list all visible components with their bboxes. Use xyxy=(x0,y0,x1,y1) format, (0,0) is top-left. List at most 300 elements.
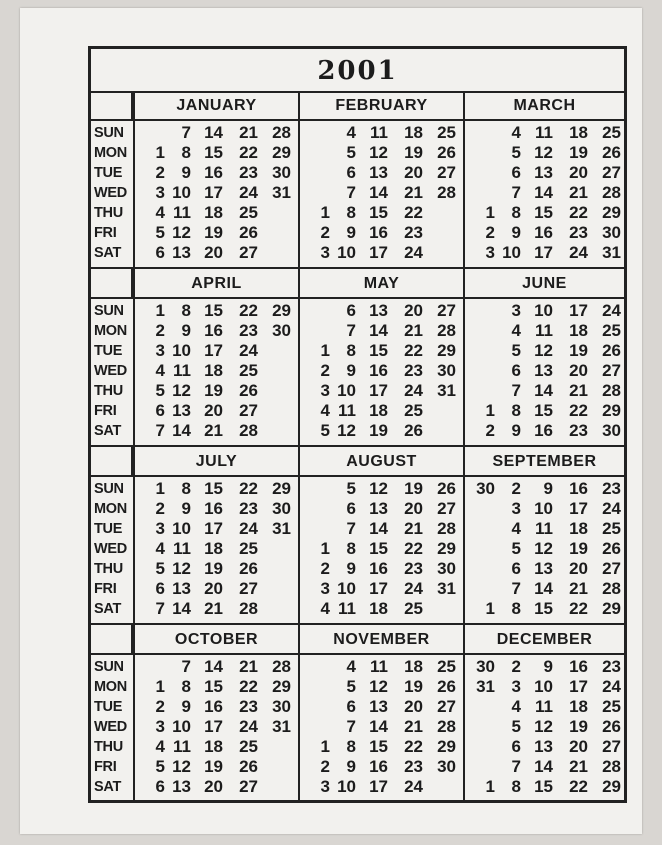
date-number: 5 xyxy=(155,381,165,400)
date-number: 19 xyxy=(569,539,588,558)
date-number: 9 xyxy=(511,223,521,242)
week-row xyxy=(135,301,298,321)
date-number: 13 xyxy=(534,559,553,578)
date-number: 24 xyxy=(404,243,423,262)
date-number: 16 xyxy=(204,321,223,340)
date-number: 4 xyxy=(511,321,521,340)
date-number: 19 xyxy=(204,559,223,578)
week-row xyxy=(135,737,298,757)
date-number: 7 xyxy=(346,321,356,340)
date-number: 5 xyxy=(511,143,521,162)
date-number: 26 xyxy=(239,757,258,776)
date-number: 28 xyxy=(602,579,621,598)
date-number: 29 xyxy=(272,479,291,498)
date-number: 10 xyxy=(337,381,356,400)
date-number: 14 xyxy=(204,657,223,676)
date-number: 4 xyxy=(155,361,165,380)
date-number: 18 xyxy=(404,657,423,676)
date-number: 24 xyxy=(239,183,258,202)
date-number: 30 xyxy=(476,479,495,498)
week-row xyxy=(300,143,463,163)
date-number: 1 xyxy=(320,341,330,360)
week-row xyxy=(300,381,463,401)
date-number: 23 xyxy=(404,361,423,380)
month-name: NOVEMBER xyxy=(300,625,463,655)
date-number: 13 xyxy=(369,301,388,320)
week-row xyxy=(135,223,298,243)
date-number: 13 xyxy=(369,697,388,716)
month-name: MAY xyxy=(300,269,463,299)
date-number: 19 xyxy=(569,717,588,736)
date-number: 10 xyxy=(172,519,191,538)
date-number: 20 xyxy=(569,361,588,380)
date-grid xyxy=(135,299,298,441)
month-name: JULY xyxy=(135,447,298,477)
date-number: 8 xyxy=(181,143,191,162)
week-row xyxy=(465,479,624,499)
date-number: 12 xyxy=(337,421,356,440)
week-row xyxy=(465,301,624,321)
date-number: 27 xyxy=(602,559,621,578)
date-number: 15 xyxy=(369,539,388,558)
date-number: 26 xyxy=(602,539,621,558)
date-number: 26 xyxy=(437,479,456,498)
date-number: 9 xyxy=(181,499,191,518)
date-number: 19 xyxy=(569,341,588,360)
date-number: 3 xyxy=(320,243,330,262)
date-number: 15 xyxy=(204,301,223,320)
date-number: 6 xyxy=(155,579,165,598)
date-number: 14 xyxy=(534,381,553,400)
date-number: 3 xyxy=(155,519,165,538)
week-row xyxy=(300,321,463,341)
date-number: 13 xyxy=(534,737,553,756)
date-number: 24 xyxy=(569,243,588,262)
date-number: 14 xyxy=(534,183,553,202)
weekday-label: SAT xyxy=(94,423,122,439)
date-number: 17 xyxy=(569,301,588,320)
date-number: 20 xyxy=(569,163,588,182)
month-block xyxy=(298,625,463,803)
month-name: JANUARY xyxy=(135,91,298,121)
date-number: 16 xyxy=(569,657,588,676)
date-number: 4 xyxy=(511,519,521,538)
date-number: 7 xyxy=(511,183,521,202)
date-number: 4 xyxy=(155,737,165,756)
date-number: 28 xyxy=(437,717,456,736)
weekday-label: FRI xyxy=(94,759,117,775)
date-number: 11 xyxy=(535,123,553,142)
date-number: 3 xyxy=(320,381,330,400)
date-number: 2 xyxy=(320,559,330,578)
week-row xyxy=(300,777,463,797)
date-number: 15 xyxy=(204,677,223,696)
week-row xyxy=(465,599,624,619)
week-row xyxy=(465,519,624,539)
date-number: 16 xyxy=(369,223,388,242)
corner-cell xyxy=(91,625,133,655)
week-row xyxy=(300,301,463,321)
date-number: 22 xyxy=(569,401,588,420)
date-number: 28 xyxy=(272,123,291,142)
date-number: 3 xyxy=(155,341,165,360)
date-number: 31 xyxy=(272,717,291,736)
week-row xyxy=(135,321,298,341)
date-number: 3 xyxy=(485,243,495,262)
date-number: 9 xyxy=(346,757,356,776)
date-number: 1 xyxy=(320,203,330,222)
date-number: 12 xyxy=(172,757,191,776)
date-number: 22 xyxy=(404,203,423,222)
date-number: 31 xyxy=(272,519,291,538)
date-number: 29 xyxy=(602,777,621,796)
date-number: 1 xyxy=(485,599,495,618)
week-row xyxy=(465,777,624,797)
week-row xyxy=(300,243,463,263)
date-number: 20 xyxy=(569,559,588,578)
weekday-label: SAT xyxy=(94,245,122,261)
date-number: 21 xyxy=(569,757,588,776)
date-number: 2 xyxy=(511,657,521,676)
date-number: 14 xyxy=(172,599,191,618)
date-number: 3 xyxy=(511,301,521,320)
date-number: 2 xyxy=(320,757,330,776)
week-row xyxy=(135,717,298,737)
date-number: 27 xyxy=(602,737,621,756)
date-number: 30 xyxy=(602,223,621,242)
date-number: 10 xyxy=(337,243,356,262)
week-row xyxy=(465,203,624,223)
date-number: 22 xyxy=(239,301,258,320)
date-number: 29 xyxy=(602,203,621,222)
date-number: 16 xyxy=(369,757,388,776)
date-number: 11 xyxy=(173,361,191,380)
date-number: 18 xyxy=(204,361,223,380)
date-number: 30 xyxy=(272,499,291,518)
weekday-label: WED xyxy=(94,541,127,557)
date-number: 11 xyxy=(535,519,553,538)
week-row xyxy=(135,341,298,361)
date-number: 30 xyxy=(437,559,456,578)
month-block xyxy=(133,91,298,267)
date-number: 4 xyxy=(511,123,521,142)
date-number: 14 xyxy=(369,321,388,340)
date-number: 31 xyxy=(476,677,495,696)
date-number: 23 xyxy=(404,757,423,776)
date-number: 9 xyxy=(543,657,553,676)
week-row xyxy=(135,401,298,421)
date-number: 8 xyxy=(181,677,191,696)
date-number: 11 xyxy=(370,657,388,676)
date-number: 14 xyxy=(369,519,388,538)
date-number: 7 xyxy=(181,657,191,676)
date-number: 14 xyxy=(204,123,223,142)
date-number: 10 xyxy=(534,499,553,518)
weekday-label: WED xyxy=(94,363,127,379)
date-grid xyxy=(135,121,298,263)
date-number: 3 xyxy=(155,183,165,202)
date-number: 19 xyxy=(369,421,388,440)
month-name: FEBRUARY xyxy=(300,91,463,121)
date-number: 12 xyxy=(369,677,388,696)
date-number: 9 xyxy=(543,479,553,498)
date-number: 19 xyxy=(204,757,223,776)
corner-cell xyxy=(91,91,133,121)
date-number: 12 xyxy=(534,539,553,558)
date-number: 16 xyxy=(369,361,388,380)
week-row xyxy=(135,697,298,717)
weekday-label: SAT xyxy=(94,601,122,617)
week-row xyxy=(465,183,624,203)
date-number: 6 xyxy=(511,163,521,182)
date-number: 27 xyxy=(239,401,258,420)
month-block xyxy=(463,269,624,445)
date-number: 11 xyxy=(338,599,356,618)
date-grid xyxy=(300,477,463,619)
date-number: 26 xyxy=(239,381,258,400)
week-row xyxy=(465,499,624,519)
date-number: 9 xyxy=(181,163,191,182)
date-number: 23 xyxy=(404,559,423,578)
week-row xyxy=(465,559,624,579)
date-grid xyxy=(135,655,298,797)
week-row xyxy=(465,717,624,737)
date-number: 20 xyxy=(204,243,223,262)
date-number: 22 xyxy=(569,203,588,222)
date-number: 3 xyxy=(320,579,330,598)
date-number: 9 xyxy=(181,321,191,340)
date-number: 2 xyxy=(155,321,165,340)
date-number: 24 xyxy=(239,341,258,360)
date-number: 16 xyxy=(204,697,223,716)
date-number: 1 xyxy=(155,301,165,320)
date-number: 12 xyxy=(369,143,388,162)
date-grid xyxy=(465,477,624,619)
date-number: 15 xyxy=(369,341,388,360)
week-row xyxy=(300,737,463,757)
date-number: 20 xyxy=(204,579,223,598)
date-number: 12 xyxy=(172,381,191,400)
date-number: 11 xyxy=(535,697,553,716)
date-number: 8 xyxy=(346,737,356,756)
date-number: 18 xyxy=(204,203,223,222)
date-number: 16 xyxy=(204,163,223,182)
date-number: 4 xyxy=(346,123,356,142)
date-number: 21 xyxy=(569,183,588,202)
date-number: 27 xyxy=(239,243,258,262)
date-number: 30 xyxy=(272,697,291,716)
date-number: 21 xyxy=(404,519,423,538)
date-number: 6 xyxy=(155,243,165,262)
weekday-label: FRI xyxy=(94,581,117,597)
date-number: 13 xyxy=(172,777,191,796)
date-number: 18 xyxy=(369,599,388,618)
week-row xyxy=(135,421,298,441)
week-row xyxy=(135,559,298,579)
date-number: 8 xyxy=(346,539,356,558)
week-row xyxy=(135,381,298,401)
date-number: 24 xyxy=(602,677,621,696)
month-block xyxy=(463,91,624,267)
date-number: 28 xyxy=(437,321,456,340)
date-number: 25 xyxy=(239,539,258,558)
date-number: 13 xyxy=(369,499,388,518)
date-number: 6 xyxy=(346,163,356,182)
date-number: 8 xyxy=(181,301,191,320)
date-number: 15 xyxy=(204,143,223,162)
weekday-column xyxy=(91,123,131,263)
date-number: 1 xyxy=(320,539,330,558)
month-name: JUNE xyxy=(465,269,624,299)
week-row xyxy=(465,579,624,599)
month-block xyxy=(133,269,298,445)
date-number: 28 xyxy=(602,381,621,400)
date-number: 1 xyxy=(155,143,165,162)
date-number: 22 xyxy=(239,479,258,498)
week-row xyxy=(135,499,298,519)
date-number: 27 xyxy=(602,361,621,380)
week-row xyxy=(300,757,463,777)
date-number: 6 xyxy=(511,361,521,380)
date-number: 23 xyxy=(239,321,258,340)
weekday-column xyxy=(91,479,131,619)
date-number: 13 xyxy=(172,401,191,420)
date-number: 4 xyxy=(346,657,356,676)
week-row xyxy=(465,223,624,243)
date-number: 16 xyxy=(534,421,553,440)
week-row xyxy=(135,777,298,797)
weekday-label: SUN xyxy=(94,125,124,141)
date-number: 30 xyxy=(272,163,291,182)
date-number: 4 xyxy=(155,203,165,222)
date-number: 23 xyxy=(239,697,258,716)
date-number: 2 xyxy=(485,421,495,440)
week-row xyxy=(300,401,463,421)
date-number: 11 xyxy=(173,737,191,756)
date-number: 21 xyxy=(239,657,258,676)
date-number: 28 xyxy=(239,599,258,618)
date-number: 27 xyxy=(437,163,456,182)
week-row xyxy=(465,143,624,163)
date-number: 6 xyxy=(346,301,356,320)
week-row xyxy=(465,737,624,757)
date-number: 19 xyxy=(204,381,223,400)
date-number: 8 xyxy=(346,341,356,360)
date-number: 31 xyxy=(602,243,621,262)
weekday-label: MON xyxy=(94,145,127,161)
date-number: 2 xyxy=(155,499,165,518)
weekday-label: TUE xyxy=(94,521,123,537)
weekday-label: MON xyxy=(94,501,127,517)
date-grid xyxy=(465,299,624,441)
date-number: 1 xyxy=(485,203,495,222)
date-number: 22 xyxy=(239,143,258,162)
date-number: 26 xyxy=(437,677,456,696)
date-number: 19 xyxy=(404,677,423,696)
date-number: 10 xyxy=(172,183,191,202)
date-number: 21 xyxy=(569,579,588,598)
date-number: 25 xyxy=(239,737,258,756)
date-number: 12 xyxy=(172,559,191,578)
weekday-label: THU xyxy=(94,205,123,221)
date-number: 6 xyxy=(346,697,356,716)
date-number: 18 xyxy=(204,539,223,558)
week-row xyxy=(135,203,298,223)
date-number: 9 xyxy=(346,559,356,578)
date-number: 18 xyxy=(569,697,588,716)
date-number: 5 xyxy=(155,559,165,578)
date-number: 5 xyxy=(155,223,165,242)
weekday-label: TUE xyxy=(94,165,123,181)
date-number: 11 xyxy=(535,321,553,340)
date-number: 17 xyxy=(534,243,553,262)
date-number: 7 xyxy=(155,599,165,618)
date-number: 8 xyxy=(511,599,521,618)
date-number: 17 xyxy=(569,499,588,518)
date-number: 13 xyxy=(534,361,553,380)
date-number: 5 xyxy=(155,757,165,776)
date-number: 5 xyxy=(346,479,356,498)
month-name: MARCH xyxy=(465,91,624,121)
date-number: 27 xyxy=(239,579,258,598)
weekday-label: THU xyxy=(94,561,123,577)
weekday-column xyxy=(91,657,131,797)
week-row xyxy=(465,321,624,341)
month-name: DECEMBER xyxy=(465,625,624,655)
week-row xyxy=(300,223,463,243)
date-number: 20 xyxy=(404,499,423,518)
weekday-label: FRI xyxy=(94,225,117,241)
date-number: 17 xyxy=(569,677,588,696)
quarter-4 xyxy=(91,625,624,803)
month-block xyxy=(463,447,624,623)
date-number: 19 xyxy=(569,143,588,162)
week-row xyxy=(300,717,463,737)
date-number: 14 xyxy=(172,421,191,440)
weekday-label: MON xyxy=(94,679,127,695)
date-number: 13 xyxy=(369,163,388,182)
week-row xyxy=(300,203,463,223)
week-row xyxy=(465,243,624,263)
date-number: 18 xyxy=(569,321,588,340)
date-number: 22 xyxy=(569,599,588,618)
week-row xyxy=(135,519,298,539)
date-number: 25 xyxy=(239,361,258,380)
date-number: 10 xyxy=(502,243,521,262)
date-number: 7 xyxy=(181,123,191,142)
date-number: 10 xyxy=(534,677,553,696)
date-number: 30 xyxy=(476,657,495,676)
week-row xyxy=(465,677,624,697)
date-number: 20 xyxy=(404,697,423,716)
date-number: 7 xyxy=(511,381,521,400)
date-number: 19 xyxy=(204,223,223,242)
date-number: 9 xyxy=(346,223,356,242)
quarter-3 xyxy=(91,447,624,625)
date-number: 25 xyxy=(602,519,621,538)
date-number: 28 xyxy=(272,657,291,676)
week-row xyxy=(300,559,463,579)
date-number: 8 xyxy=(346,203,356,222)
week-row xyxy=(300,499,463,519)
weekday-label: TUE xyxy=(94,343,123,359)
date-number: 25 xyxy=(404,599,423,618)
date-number: 7 xyxy=(511,579,521,598)
date-number: 27 xyxy=(437,499,456,518)
date-number: 17 xyxy=(369,381,388,400)
month-name: AUGUST xyxy=(300,447,463,477)
date-number: 10 xyxy=(172,717,191,736)
